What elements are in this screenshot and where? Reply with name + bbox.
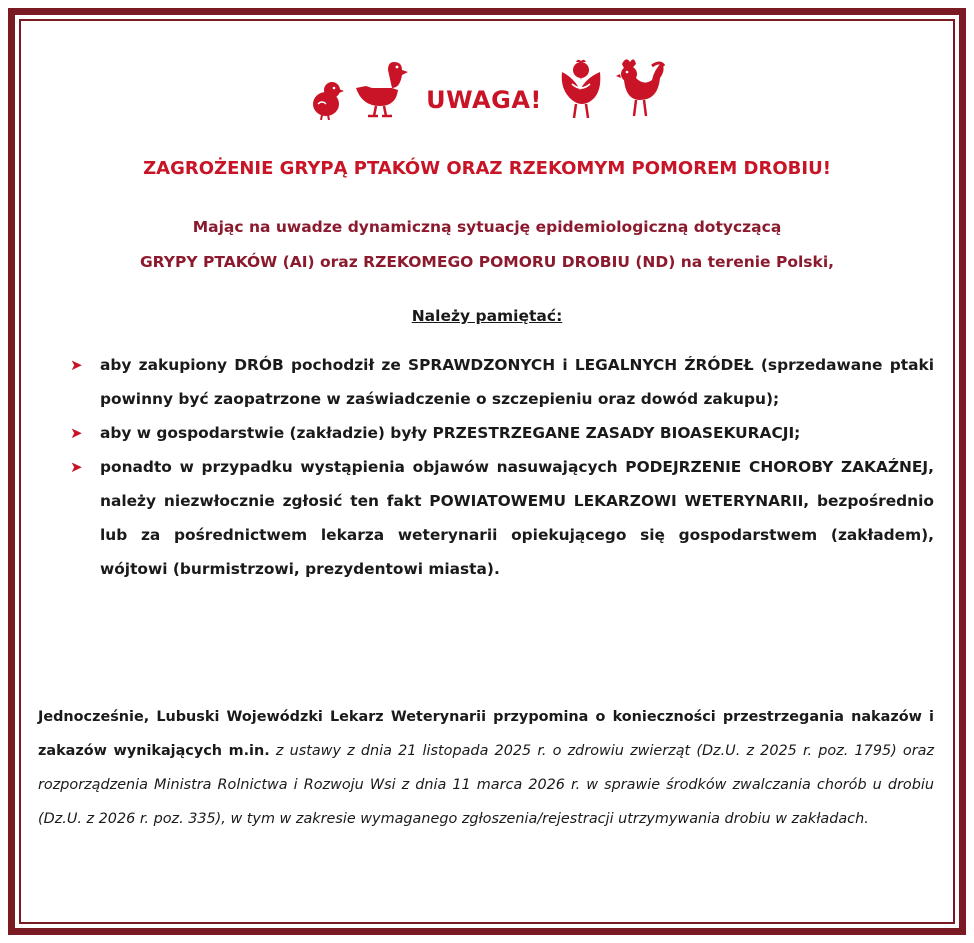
closing-bold-text: Jednocześnie, Lubuski Wojewódzki Lekarz Weterynarii przypomina o konieczności przestrzegania nakazów i zakazów wynikających m.in. [38, 709, 934, 759]
hen-icon [556, 58, 606, 120]
closing-paragraph [38, 700, 934, 836]
arrow-bullet-icon: ➤ [70, 356, 83, 374]
list-item [70, 450, 934, 586]
intro-text [40, 210, 934, 280]
rooster-icon [614, 56, 666, 120]
list-item-text: aby zakupiony DRÓB pochodził ze SPRAWDZONYCH i LEGALNYCH ŹRÓDEŁ (sprzedawane ptaki powinny być zaopatrzone w zaświadczenie o szczepieniu oraz dowód zakupu); [100, 356, 934, 408]
arrow-bullet-icon: ➤ [70, 458, 83, 476]
bullet-list [70, 348, 934, 586]
list-item-text: aby w gospodarstwie (zakładzie) były PRZESTRZEGANE ZASADY BIOASEKURACJI; [100, 424, 801, 442]
list-item [70, 348, 934, 416]
closing-italic-text: z ustawy z dnia 21 listopada 2025 r. o zdrowiu zwierząt (Dz.U. z 2025 r. poz. 1795) oraz rozporządzenia Ministra Rolnictwa i Rozwoju Wsi z dnia 11 marca 2026 r. w sprawie środków zwalczania chorób u drobiu (Dz.U. z 2026 r. poz. 335), w tym w zakresie wymaganego zgłoszenia/rejestracji utrzymywania drobiu w zakładach. [38, 743, 935, 827]
warning-title: UWAGA! [426, 86, 542, 114]
list-item [70, 416, 934, 450]
threat-title: ZAGROŻENIE GRYPĄ PTAKÓW ORAZ RZEKOMYM POMOREM DROBIU! [143, 158, 831, 179]
remember-heading: Należy pamiętać: [411, 307, 563, 325]
intro-line-1: Mając na uwadze dynamiczną sytuację epidemiologiczną dotyczącą [192, 218, 782, 236]
list-item-text: ponadto w przypadku wystąpienia objawów nasuwających PODEJRZENIE CHOROBY ZAKAŹNEJ, należy niezwłocznie zgłosić ten fakt POWIATOWEMU LEKARZOWI WETERYNARII, bezpośrednio lub za pośrednictwem lekarza weterynarii opiekującego się gospodarstwem (zakładem), wójtowi (burmistrzowi, prezydentowi miasta). [100, 458, 934, 578]
arrow-bullet-icon: ➤ [70, 424, 83, 442]
header [0, 50, 974, 120]
duck-icon [352, 58, 408, 120]
chick-icon [308, 76, 344, 120]
intro-line-2: GRYPY PTAKÓW (AI) oraz RZEKOMEGO POMORU DROBIU (ND) na terenie Polski, [139, 253, 835, 271]
